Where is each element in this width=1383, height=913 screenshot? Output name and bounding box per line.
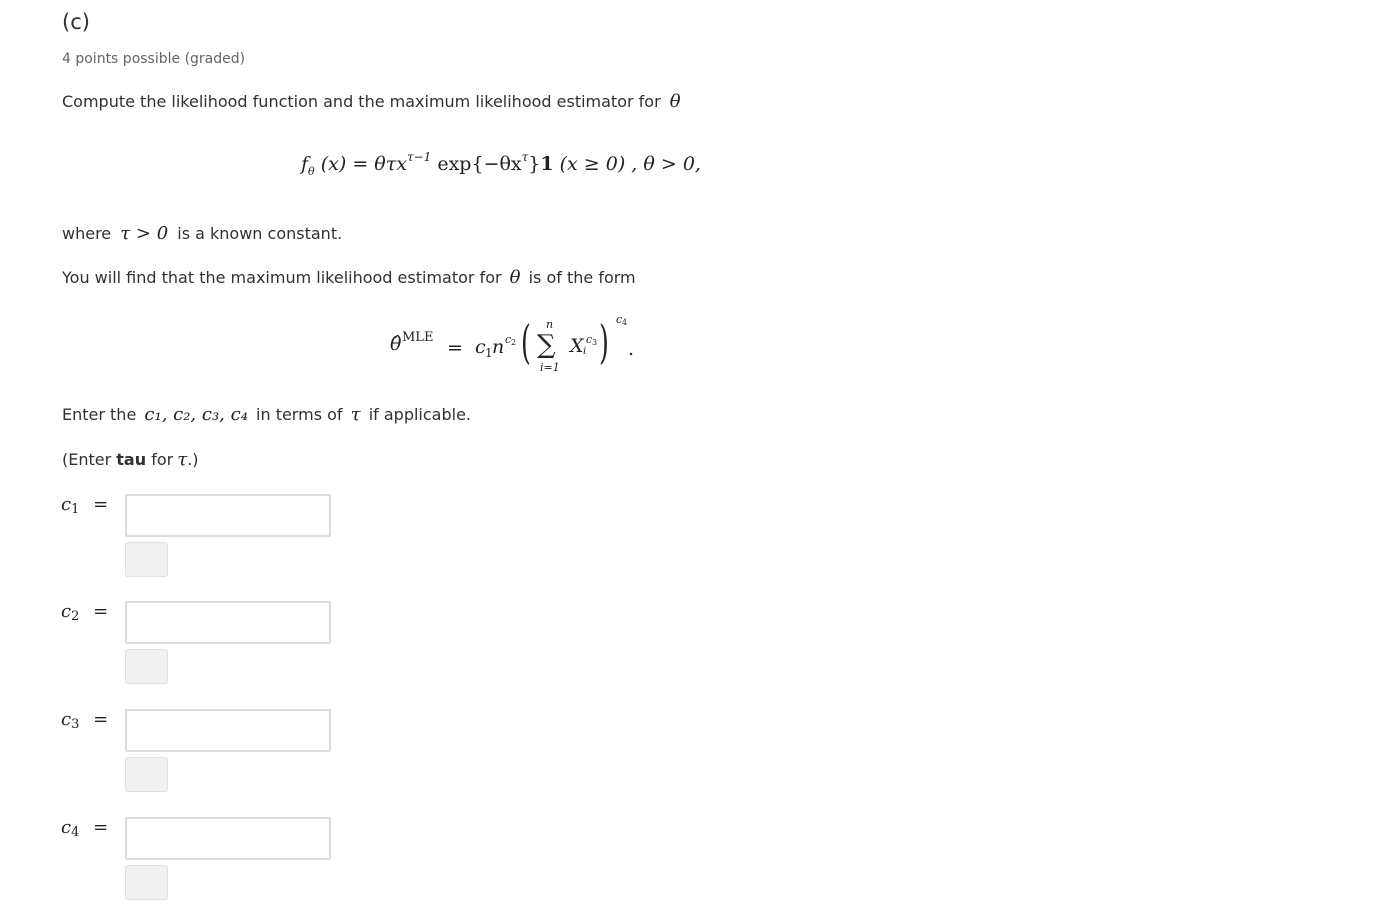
c4-label-equals: = [93, 817, 109, 838]
c4-input[interactable] [125, 817, 331, 860]
X-subscript: i [583, 346, 587, 357]
c4-label-letter: c [61, 817, 72, 838]
enter-suffix: if applicable. [368, 405, 471, 424]
points-possible: 4 points possible (graded) [62, 51, 246, 67]
sum-upper-limit: n [546, 318, 554, 331]
c1-label-sub: 1 [71, 502, 80, 517]
c1-status-indicator [125, 542, 168, 577]
c1-input[interactable] [125, 494, 331, 537]
c3-exponent: c [586, 333, 593, 346]
c1-label-letter: c [61, 494, 72, 515]
right-paren: ) [599, 315, 609, 369]
hint-keyword: tau [116, 450, 147, 469]
form-theta: θ [509, 267, 521, 288]
c3-exponent-subscript: 3 [592, 338, 598, 347]
where-line [62, 223, 342, 244]
c2-label-equals: = [93, 601, 109, 622]
hint-line [62, 449, 199, 470]
f-argument: (x) [320, 153, 347, 175]
intro-text [62, 91, 681, 112]
f-symbol: f [301, 153, 309, 175]
c3-label-equals: = [93, 709, 109, 730]
c2-label-letter: c [61, 601, 72, 622]
c2-exponent-subscript: 2 [511, 338, 517, 347]
c3-input[interactable] [125, 709, 331, 752]
c4-exponent-subscript: 4 [622, 318, 628, 327]
intro-sentence: Compute the likelihood function and the maximum likelihood estimator for [62, 92, 661, 111]
density-condition: (x ≥ 0) , θ > 0, [559, 153, 701, 175]
c2-label [61, 601, 108, 622]
tau-minus-one-exponent: τ−1 [406, 150, 432, 164]
form-prefix: You will find that the maximum likelihood estimator for [62, 268, 502, 287]
density-equation [301, 150, 701, 178]
exp-term: exp{−θx [437, 153, 522, 175]
c3-status-indicator [125, 757, 168, 792]
sigma-symbol: ∑ [537, 330, 556, 360]
c1-symbol: c [475, 336, 486, 358]
c3-label [61, 709, 108, 730]
enter-middle: in terms of [256, 405, 343, 424]
exp-close-brace: } [528, 153, 541, 175]
enter-prefix: Enter the [62, 405, 137, 424]
c1-label [61, 494, 108, 515]
form-suffix: is of the form [528, 268, 636, 287]
c1-label-equals: = [93, 494, 109, 515]
c2-input[interactable] [125, 601, 331, 644]
c2-label-sub: 2 [71, 609, 80, 624]
hint-middle: for [151, 450, 174, 469]
n-symbol: n [492, 336, 505, 358]
c2-status-indicator [125, 649, 168, 684]
problem-title: (c) [62, 10, 90, 34]
f-subscript-theta: θ [308, 165, 315, 178]
c4-exponent: c [616, 313, 623, 326]
where-suffix: is a known constant. [177, 224, 343, 243]
indicator-one: 1 [540, 153, 554, 175]
c3-label-sub: 3 [71, 717, 80, 732]
left-paren: ( [521, 315, 531, 369]
where-prefix: where [62, 224, 112, 243]
hint-open: (Enter [62, 450, 112, 469]
density-equals: = [352, 153, 369, 175]
theta-tau-x: θτx [374, 153, 407, 175]
enter-constants: c₁, c₂, c₃, c₄ [144, 404, 248, 425]
exp-tau-exponent: τ [521, 150, 529, 164]
c2-exponent: c [505, 333, 512, 346]
mle-period: . [628, 338, 635, 360]
mle-equals: = [447, 337, 463, 359]
sum-lower-limit: i=1 [540, 361, 560, 374]
c4-status-indicator [125, 865, 168, 900]
c3-label-letter: c [61, 709, 72, 730]
hint-tau: τ [177, 449, 188, 470]
mle-superscript: MLE [402, 330, 434, 345]
form-line [62, 267, 636, 288]
c4-label [61, 817, 108, 838]
c4-label-sub: 4 [71, 825, 80, 840]
tau-positive: τ > 0 [120, 223, 169, 244]
intro-theta: θ [669, 91, 681, 112]
c1-subscript: 1 [485, 346, 493, 360]
X-symbol: X [570, 335, 584, 357]
hint-close: .) [187, 450, 199, 469]
enter-tau: τ [350, 404, 361, 425]
theta-hat: θ̂ [390, 333, 402, 355]
enter-line [62, 404, 471, 425]
